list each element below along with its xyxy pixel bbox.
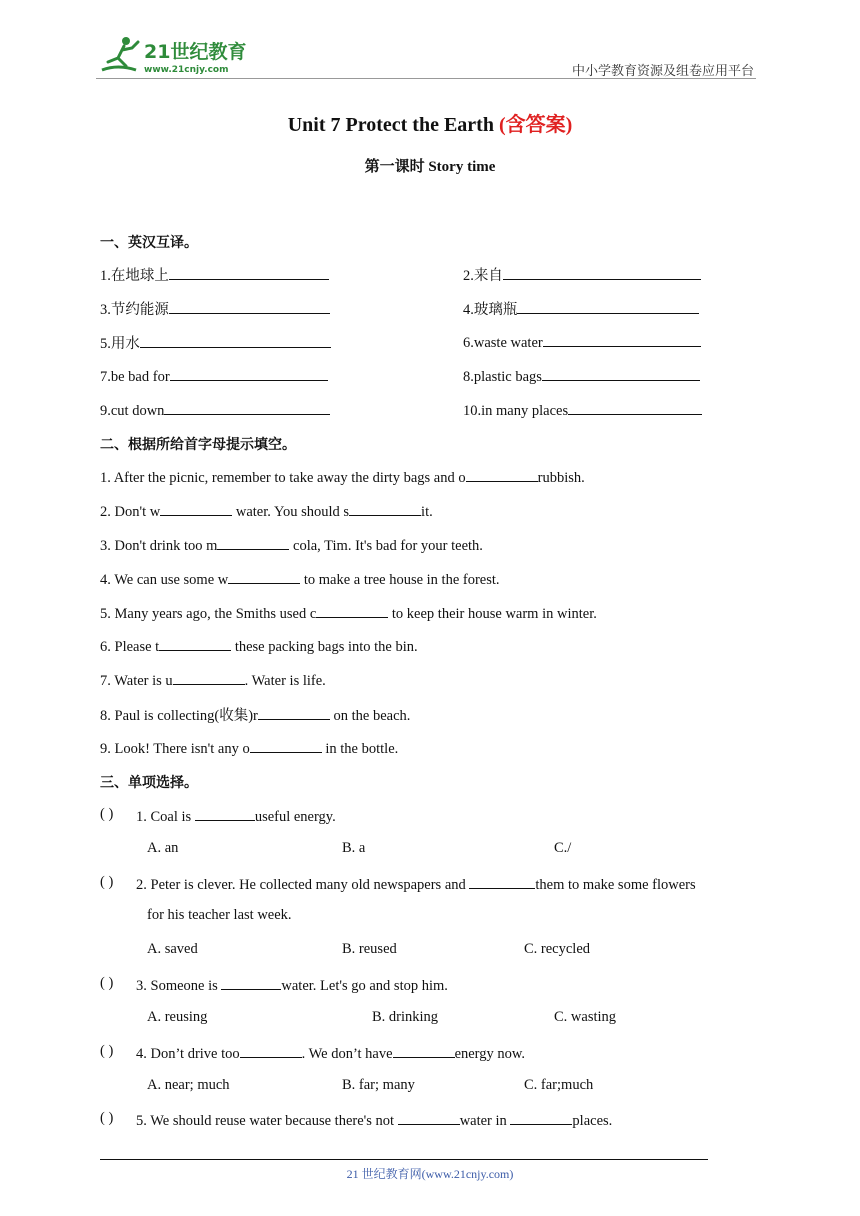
s2-item-4: 4. We can use some w to make a tree house in the forest.: [100, 569, 500, 589]
section3-heading: 三、单项选择。: [100, 775, 198, 791]
section1-heading: 一、英汉互译。: [100, 235, 198, 251]
page-subtitle: 第一课时 Story time: [364, 159, 496, 175]
q4-option-a: A. near; much: [147, 1077, 230, 1093]
q3-option-a: A. reusing: [147, 1009, 208, 1025]
q1-option-a: A. an: [147, 840, 179, 856]
q2-stem-continued: for his teacher last week.: [147, 907, 292, 923]
running-figure-icon: [102, 37, 138, 70]
s1-item-3: 3.节约能源: [100, 298, 330, 319]
page-header: [0, 0, 860, 80]
q1-stem: 1. Coal is useful energy.: [136, 806, 336, 826]
q1-option-c: C./: [554, 840, 572, 856]
s1-item-5: 5.用水: [100, 332, 331, 353]
s1-item-6: 6.waste water: [463, 332, 701, 352]
s2-item-9: 9. Look! There isn't any o in the bottle.: [100, 738, 398, 758]
svg-text:www.21cnjy.com: www.21cnjy.com: [144, 65, 229, 75]
q2-option-a: A. saved: [147, 941, 198, 957]
q4-option-c: C. far;much: [524, 1077, 594, 1093]
s1-item-7: 7.be bad for: [100, 366, 328, 386]
s2-item-2: 2. Don't w water. You should s it.: [100, 501, 433, 521]
q3-option-b: B. drinking: [372, 1009, 439, 1025]
s2-item-8: 8. Paul is collecting(收集)r on the beach.: [100, 704, 410, 725]
s2-item-6: 6. Please t these packing bags into the bin.: [100, 636, 418, 656]
title-answer-note: (含答案): [498, 114, 573, 136]
section2-heading: 二、根据所给首字母提示填空。: [100, 437, 296, 453]
s1-item-2: 2.来自: [463, 264, 701, 285]
title-main: Unit 7 Protect the Earth: [287, 114, 494, 136]
q4-answer-paren: ( ): [100, 1043, 114, 1059]
s1-item-1: 1.在地球上: [100, 264, 329, 285]
q3-option-c: C. wasting: [554, 1009, 617, 1025]
s2-item-3: 3. Don't drink too m cola, Tim. It's bad for your teeth.: [100, 535, 483, 555]
q4-stem: 4. Don’t drive too . We don’t have energy now.: [136, 1043, 525, 1063]
logo-21cnjy: [96, 34, 266, 78]
q2-answer-paren: ( ): [100, 874, 114, 890]
footer-divider: [100, 1159, 708, 1160]
s2-item-1: 1. After the picnic, remember to take away the dirty bags and o rubbish.: [100, 467, 585, 487]
q1-answer-paren: ( ): [100, 806, 114, 822]
platform-tagline: 中小学教育资源及组卷应用平台: [571, 64, 754, 79]
s2-item-7: 7. Water is u . Water is life.: [100, 670, 326, 690]
q1-option-b: B. a: [342, 840, 366, 856]
s1-item-8: 8.plastic bags: [463, 366, 700, 386]
header-divider: [96, 78, 756, 79]
q4-option-b: B. far; many: [342, 1077, 415, 1093]
page-footer: 21 世纪教育网(www.21cnjy.com): [346, 1167, 514, 1181]
q2-stem: 2. Peter is clever. He collected many old newspapers and them to make some flowers: [136, 874, 696, 894]
q2-option-b: B. reused: [342, 941, 397, 957]
q2-option-c: C. recycled: [524, 941, 591, 957]
q5-stem: 5. We should reuse water because there's not water in places.: [136, 1110, 612, 1130]
q3-answer-paren: ( ): [100, 975, 114, 991]
svg-text:21世纪教育: 21世纪教育: [144, 41, 247, 63]
s1-item-9: 9.cut down: [100, 400, 330, 420]
s1-item-4: 4.玻璃瓶: [463, 298, 699, 319]
page-title: [0, 108, 860, 137]
s2-item-5: 5. Many years ago, the Smiths used c to keep their house warm in winter.: [100, 603, 597, 623]
q5-answer-paren: ( ): [100, 1110, 114, 1126]
q3-stem: 3. Someone is water. Let's go and stop him.: [136, 975, 448, 995]
s1-item-10: 10.in many places: [463, 400, 702, 420]
